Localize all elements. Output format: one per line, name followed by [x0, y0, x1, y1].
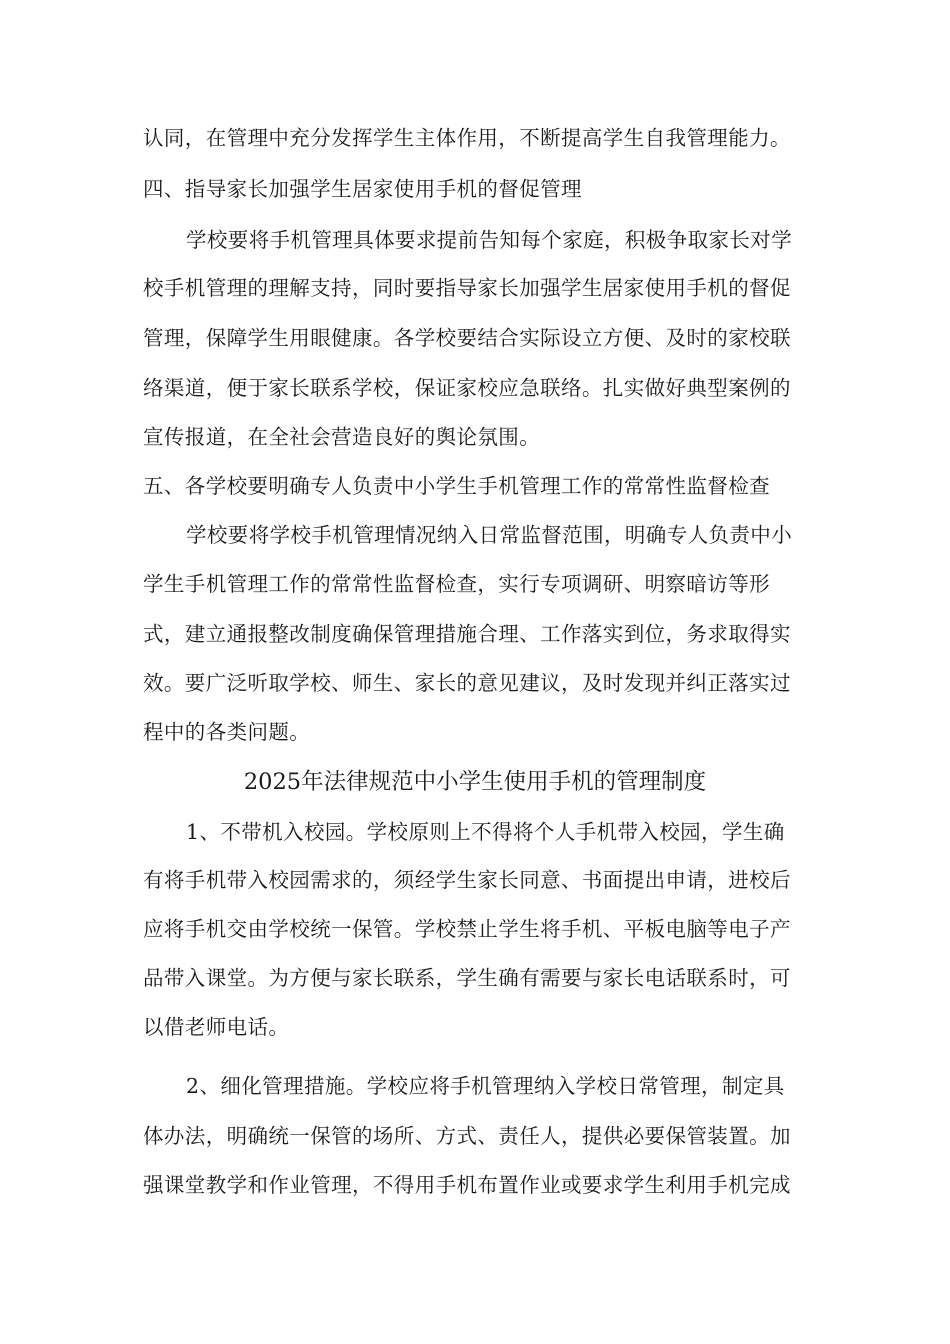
paragraph-line: 学生手机管理工作的常常性监督检查，实行专项调研、明察暗访等形: [143, 572, 770, 596]
paragraph-line: 宣传报道，在全社会营造良好的舆论氛围。: [143, 425, 541, 449]
paragraph-line: 强课堂教学和作业管理，不得用手机布置作业或要求学生利用手机完成: [143, 1173, 791, 1197]
paragraph-line: 以借老师电话。: [143, 1015, 290, 1039]
paragraph-line: 管理，保障学生用眼健康。各学校要结合实际设立方便、及时的家校联: [143, 326, 791, 350]
paragraph-line: 式，建立通报整改制度确保管理措施合理、工作落实到位，务求取得实: [143, 622, 791, 646]
paragraph-line: 效。要广泛听取学校、师生、家长的意见建议，及时发现并纠正落实过: [143, 671, 791, 695]
paragraph-line: 品带入课堂。为方便与家长联系，学生确有需要与家长电话联系时，可: [143, 966, 791, 990]
document-title: 2025年法律规范中小学生使用手机的管理制度: [243, 769, 707, 795]
section-heading-four: 四、指导家长加强学生居家使用手机的督促管理: [143, 177, 582, 201]
paragraph-line: 络渠道，便于家长联系学校，保证家校应急联络。扎实做好典型案例的: [143, 376, 791, 400]
paragraph-line: 1、不带机入校园。学校原则上不得将个人手机带入校园，学生确: [186, 820, 785, 844]
paragraph-line: 学校要将手机管理具体要求提前告知每个家庭，积极争取家长对学: [186, 228, 793, 252]
paragraph-line: 认同，在管理中充分发挥学生主体作用，不断提高学生自我管理能力。: [143, 126, 791, 150]
paragraph-line: 体办法，明确统一保管的场所、方式、责任人，提供必要保管装置。加: [143, 1124, 791, 1148]
paragraph-line: 程中的各类问题。: [143, 720, 311, 744]
paragraph-line: 有将手机带入校园需求的，须经学生家长同意、书面提出申请，进校后: [143, 868, 791, 892]
paragraph-line: 校手机管理的理解支持，同时要指导家长加强学生居家使用手机的督促: [143, 276, 791, 300]
paragraph-line: 2、细化管理措施。学校应将手机管理纳入学校日常管理，制定具: [186, 1074, 785, 1098]
section-heading-five: 五、各学校要明确专人负责中小学生手机管理工作的常常性监督检查: [143, 474, 770, 498]
paragraph-line: 学校要将学校手机管理情况纳入日常监督范围，明确专人负责中小: [186, 523, 793, 547]
paragraph-line: 应将手机交由学校统一保管。学校禁止学生将手机、平板电脑等电子产: [143, 917, 791, 941]
